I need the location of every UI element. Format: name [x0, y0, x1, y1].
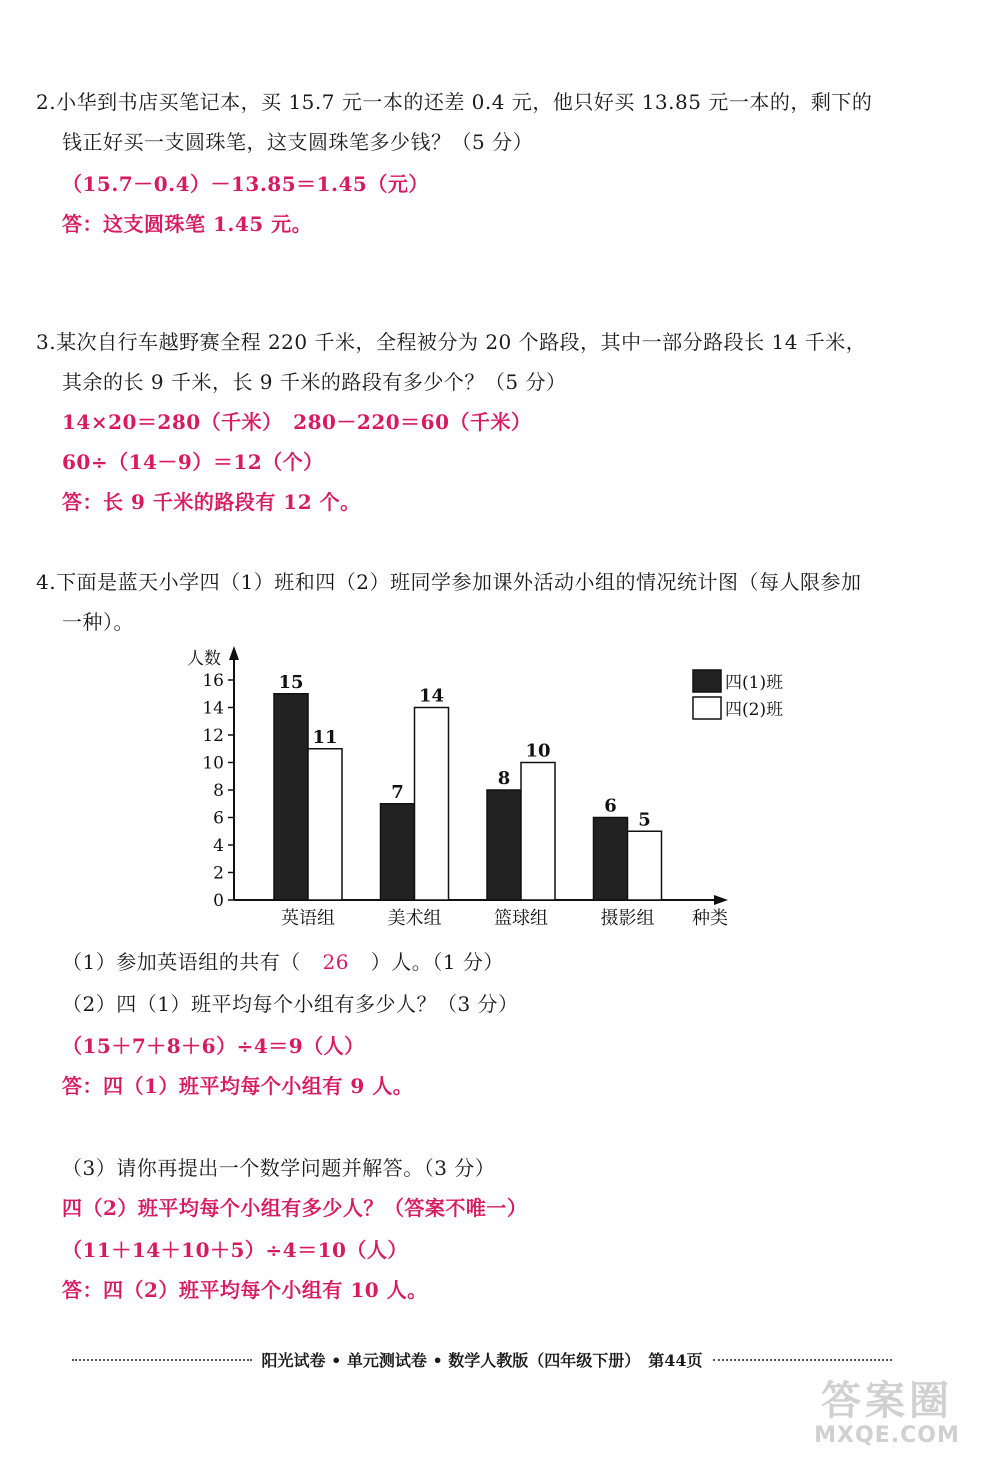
chart-legend — [693, 670, 783, 720]
y-tick-label: 14 — [202, 698, 224, 719]
legend-label: 四(1)班 — [725, 673, 784, 693]
y-tick-label: 4 — [213, 836, 224, 856]
bar-value-label: 5 — [638, 809, 651, 831]
x-axis-arrow — [714, 895, 728, 905]
y-tick-label: 16 — [202, 671, 224, 691]
bar-value-label: 8 — [497, 768, 511, 789]
legend-label: 四(2)班 — [725, 700, 784, 720]
bar — [308, 749, 342, 900]
q4-sub1-blank-answer: 26 — [322, 950, 349, 974]
y-tick-label: 8 — [213, 781, 224, 801]
y-axis-title: 人数 — [187, 649, 221, 669]
q3-stem-line1: 3.某次自行车越野赛全程 220 千米，全程被分为 20 个路段，其中一部分路段长 14 千米， — [36, 330, 867, 354]
y-tick-label: 12 — [202, 726, 224, 746]
bar-value-label: 10 — [525, 740, 551, 762]
q3-calculation-1: 14×20＝280（千米） 280－220＝60（千米） — [62, 410, 532, 434]
bar — [628, 831, 662, 900]
x-axis-title: 种类 — [692, 908, 728, 929]
bar — [594, 818, 628, 901]
q4-sub2-answer: 答：四（1）班平均每个小组有 9 人。 — [62, 1074, 414, 1098]
bar-value-label: 6 — [604, 795, 617, 817]
q4-sub3-question: 四（2）班平均每个小组有多少人？（答案不唯一） — [62, 1196, 528, 1220]
x-category-label: 美术组 — [387, 908, 442, 929]
q4-sub3: （3）请你再提出一个数学问题并解答。（3 分） — [62, 1156, 496, 1180]
page-footer — [62, 1348, 902, 1371]
footer-dots-right — [713, 1359, 893, 1361]
q4-stem-line2: 一种）。 — [62, 610, 134, 634]
bar-value-label: 7 — [391, 781, 404, 803]
bar — [274, 694, 308, 900]
legend-swatch — [693, 697, 721, 719]
q2-answer: 答：这支圆珠笔 1.45 元。 — [62, 212, 313, 236]
q2-calculation: （15.7－0.4）－13.85＝1.45（元） — [62, 172, 429, 196]
q4-sub3-answer: 答：四（2）班平均每个小组有 10 人。 — [62, 1278, 428, 1302]
bar — [381, 804, 415, 900]
x-category-label: 摄影组 — [600, 908, 655, 929]
q4-sub1-before: （1）参加英语组的共有（ — [62, 950, 301, 974]
q4-stem-line1: 4.下面是蓝天小学四（1）班和四（2）班同学参加课外活动小组的情况统计图（每人限参加 — [36, 570, 862, 594]
footer-text: 阳光试卷 • 单元测试卷 • 数学人教版（四年级下册） 第44页 — [261, 1351, 703, 1370]
y-tick-label: 10 — [202, 753, 224, 774]
q4-sub2: （2）四（1）班平均每个小组有多少人？（3 分） — [62, 992, 519, 1016]
q2-stem-line2: 钱正好买一支圆珠笔，这支圆珠笔多少钱？（5 分） — [62, 130, 534, 154]
q4-sub1-after: ）人。（1 分） — [370, 950, 504, 974]
q4-sub3-calculation: （11＋14＋10＋5）÷4＝10（人） — [62, 1238, 408, 1262]
bar — [521, 763, 555, 901]
bar-value-label: 11 — [312, 726, 338, 748]
footer-dots-left — [72, 1359, 252, 1361]
y-axis-arrow — [229, 646, 239, 660]
q2-stem-line1: 2.小华到书店买笔记本，买 15.7 元一本的还差 0.4 元，他只好买 13.85 元一本的，剩下的 — [36, 90, 873, 114]
x-category-label: 篮球组 — [494, 908, 548, 929]
bar — [487, 790, 521, 900]
q4-sub2-calculation: （15＋7＋8＋6）÷4＝9（人） — [62, 1034, 365, 1058]
legend-swatch — [693, 670, 721, 692]
watermark-line2: MXQE.COM — [814, 1423, 960, 1448]
q4-sub1 — [62, 946, 504, 975]
q3-stem-line2: 其余的长 9 千米，长 9 千米的路段有多少个？（5 分） — [62, 370, 567, 394]
watermark-line1: 答案圈 — [821, 1378, 953, 1424]
q3-calculation-2: 60÷（14－9）＝12（个） — [62, 450, 324, 474]
bar-value-label: 14 — [418, 685, 445, 707]
y-tick-label: 0 — [213, 891, 224, 911]
q3-answer: 答：长 9 千米的路段有 12 个。 — [62, 490, 361, 514]
x-category-label: 英语组 — [281, 908, 335, 929]
bar — [415, 708, 449, 901]
y-tick-label: 2 — [213, 863, 224, 884]
y-tick-label: 6 — [213, 808, 224, 829]
bar-value-label: 15 — [278, 671, 304, 693]
watermark-logo — [802, 1379, 972, 1448]
